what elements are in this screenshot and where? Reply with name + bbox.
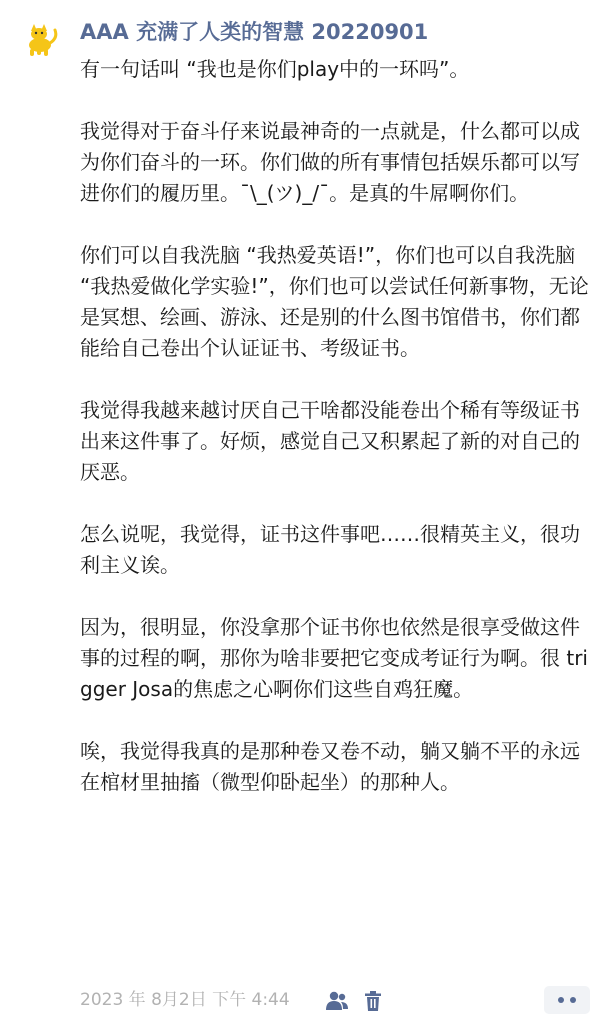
post-paragraph: 我觉得对于奋斗仔来说最神奇的一点就是，什么都可以成为你们奋斗的一环。你们做的所有事情包括娱乐都可以写进你们的履历里。¯\_(ツ)_/¯。是真的牛屌啊你们。: [80, 119, 580, 205]
post-paragraph: 我觉得我越来越讨厌自己干啥都没能卷出个稀有等级证书出来这件事了。好烦，感觉自己又积累起了新的对自己的厌恶。: [80, 398, 580, 484]
post-paragraph: 怎么说呢，我觉得，证书这件事吧……很精英主义，很功利主义诶。: [80, 522, 580, 577]
post-timestamp: 2023 年 8月2日 下午 4:44: [80, 990, 290, 1010]
more-dots-icon[interactable]: [544, 986, 590, 1014]
trash-icon[interactable]: [360, 988, 386, 1014]
post-paragraph: 有一句话叫 “我也是你们play中的一环吗”。: [80, 57, 470, 81]
dot: [570, 997, 576, 1003]
post-footer: [80, 984, 595, 1016]
post-content: [80, 54, 595, 798]
author-name-link[interactable]: AAA 充满了人类的智慧 20220901: [80, 20, 429, 44]
post-paragraph: 唉，我觉得我真的是那种卷又卷不动，躺又躺不平的永远在棺材里抽搐（微型仰卧起坐）的那种人。: [80, 739, 580, 794]
people-icon[interactable]: [324, 988, 350, 1014]
yellow-cat-icon[interactable]: [20, 20, 60, 60]
post-paragraph: 因为，很明显，你没拿那个证书你也依然是很享受做这件事的过程的啊，那你为啥非要把它变成考证行为啊。很 trigger Josa的焦虑之心啊你们这些自鸡狂魔。: [80, 615, 588, 701]
post-paragraph: 你们可以自我洗脑 “我热爱英语!”，你们也可以自我洗脑 “我热爱做化学实验!”，你们也可以尝试任何新事物，无论是冥想、绘画、游泳、还是别的什么图书馆借书，你们都能给自己卷出个认证证书、考级证书。: [80, 243, 589, 360]
dot: [558, 997, 564, 1003]
